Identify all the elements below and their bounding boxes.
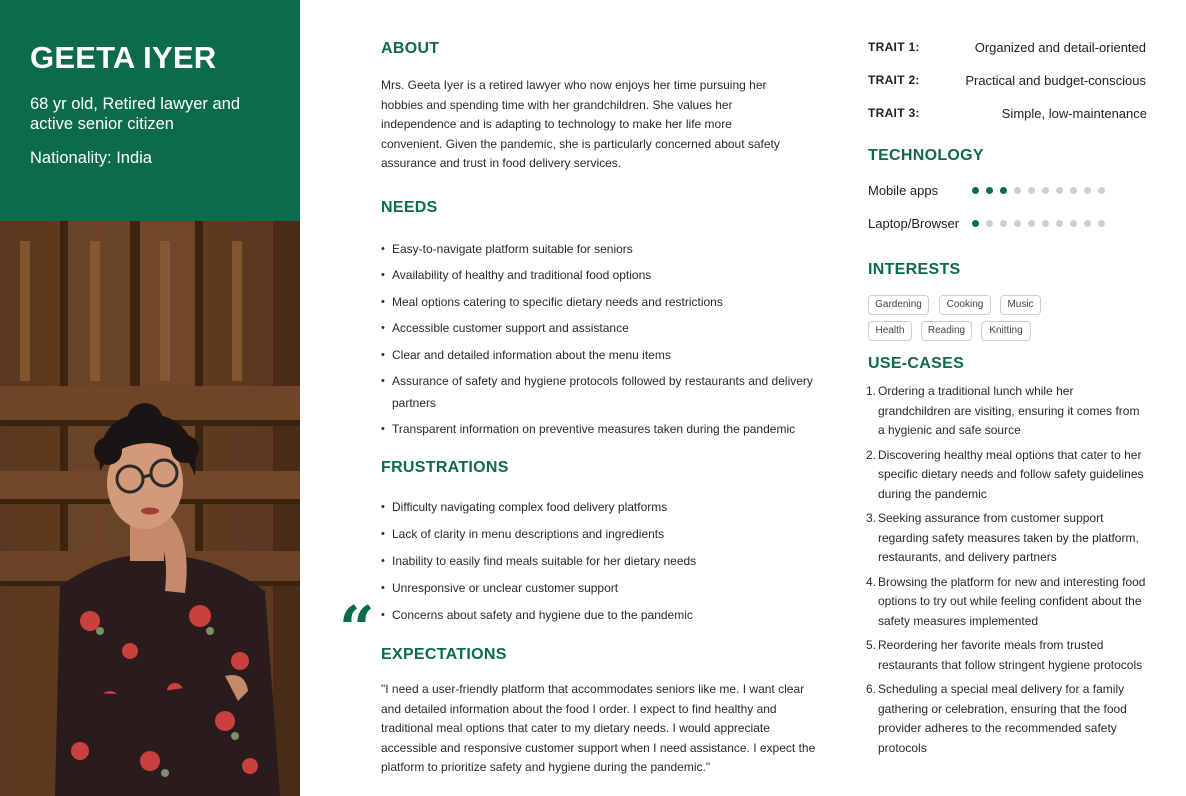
rating-dot-empty — [1042, 187, 1049, 194]
use-case-number: 2. — [866, 447, 877, 462]
rating-dot-empty — [1014, 220, 1021, 227]
use-case-text: Seeking assurance from customer support regarding safety measures taken by the platform, restaurants, and delivery partners — [878, 511, 1139, 564]
rating-dot-empty — [1028, 187, 1035, 194]
frustration-item: • Unresponsive or unclear customer support — [381, 579, 841, 598]
interest-tag: Reading — [921, 321, 972, 341]
use-case-number: 1. — [866, 384, 877, 398]
interest-tag: Cooking — [939, 295, 991, 315]
technology-title: TECHNOLOGY — [868, 147, 984, 164]
use-case-item — [868, 509, 1148, 568]
needs-title: NEEDS — [381, 199, 438, 216]
use-case-item — [868, 446, 1148, 505]
frustrations-list — [381, 498, 841, 633]
use-case-text: Ordering a traditional lunch while her grandchildren are visiting, ensuring it comes from a hygienic and safe source — [878, 384, 1140, 437]
interest-tag: Music — [1000, 295, 1041, 315]
rating-dot-filled — [972, 220, 979, 227]
expectations-title: EXPECTATIONS — [381, 646, 507, 663]
interest-tag: Knitting — [981, 321, 1031, 341]
interest-tag: Gardening — [868, 295, 929, 315]
rating-dot-empty — [1098, 220, 1105, 227]
tech-label: Laptop/Browser — [868, 216, 960, 231]
needs-item: • Clear and detailed information about the menu items — [381, 344, 841, 366]
rating-dot-empty — [1056, 187, 1063, 194]
rating-dot-filled — [986, 187, 993, 194]
frustration-item: • Lack of clarity in menu descriptions and ingredients — [381, 525, 841, 544]
persona-nationality: Nationality: India — [30, 149, 152, 167]
needs-list — [381, 238, 841, 445]
trait-row — [868, 106, 1146, 124]
use-case-text: Browsing the platform for new and interesting food options to try out while feeling confident about the safety measures implemented — [878, 574, 1146, 628]
frustration-item: • Inability to easily find meals suitable for her dietary needs — [381, 552, 841, 571]
tech-row-mobile — [868, 183, 1158, 201]
use-case-number: 5. — [866, 638, 877, 652]
trait-value: Organized and detail-oriented — [974, 40, 1146, 55]
persona-subtitle: 68 yr old, Retired lawyer and active senior citizen — [30, 95, 241, 133]
persona-sidebar — [0, 0, 300, 796]
quote-mark-icon: “ — [339, 592, 375, 665]
needs-item: • Easy-to-navigate platform suitable for seniors — [381, 238, 841, 260]
needs-item: • Availability of healthy and traditional food options — [381, 264, 841, 286]
rating-dot-filled — [972, 187, 979, 194]
trait-label: TRAIT 3: — [868, 106, 920, 120]
use-case-text: Reordering her favorite meals from trusted restaurants that follow stringent hygiene protocols — [878, 638, 1143, 672]
trait-value: Simple, low-maintenance — [1001, 106, 1147, 121]
rating-dot-empty — [1098, 187, 1105, 194]
persona-name: GEETA IYER — [30, 40, 217, 75]
rating-dot-empty — [986, 220, 993, 227]
use-cases-list — [868, 382, 1148, 763]
frustration-item: • Concerns about safety and hygiene due to the pandemic — [381, 606, 841, 625]
rating-dot-empty — [1070, 220, 1077, 227]
tech-row-laptop — [868, 216, 1158, 234]
rating-dot-empty — [1000, 220, 1007, 227]
rating-dot-empty — [1028, 220, 1035, 227]
about-title: ABOUT — [381, 40, 440, 57]
rating-dot-empty — [1070, 187, 1077, 194]
frustration-item: • Difficulty navigating complex food delivery platforms — [381, 498, 841, 517]
rating-dot-empty — [1084, 220, 1091, 227]
rating-dot-empty — [1014, 187, 1021, 194]
use-case-number: 3. — [866, 511, 877, 525]
tech-label: Mobile apps — [868, 183, 939, 198]
persona-header — [0, 0, 300, 221]
rating-dot-empty — [1084, 187, 1091, 194]
use-case-text: Discovering healthy meal options that cater to her specific dietary needs and follow safety guidelines during the pandemic — [878, 447, 1144, 501]
trait-value: Practical and budget-conscious — [965, 73, 1146, 88]
persona-portrait-illustration — [0, 221, 300, 796]
trait-row — [868, 40, 1146, 58]
interest-tag: Health — [868, 321, 912, 341]
use-case-item — [868, 680, 1148, 758]
trait-label: TRAIT 2: — [868, 73, 920, 87]
use-case-number: 6. — [866, 682, 877, 696]
rating-dot-empty — [1056, 220, 1063, 227]
trait-label: TRAIT 1: — [868, 40, 920, 54]
about-text: Mrs. Geeta Iyer is a retired lawyer who now enjoys her time pursuing her hobbies and spending time with her grandchildren. She values her independence and is adapting to technology to make her life more convenient. Given the pandemic, she is particularly concerned about safety assurance and trust in food delivery services. — [381, 78, 780, 171]
use-case-text: Scheduling a special meal delivery for a family gathering or celebration, ensuring that the food provider adheres to the recommended safety protocols — [878, 682, 1127, 755]
use-case-item — [868, 636, 1148, 675]
rating-dot-empty — [1042, 220, 1049, 227]
needs-item: • Accessible customer support and assistance — [381, 317, 841, 339]
expectations-quote: "I need a user-friendly platform that accommodates seniors like me. I want clear and detailed information about the food I order. I expect to find healthy and traditional meal options that cater to my dietary needs. I would appreciate accessible and responsive customer support when I need assistance. I expect the platform to prioritize safety and hygiene during the pandemic." — [381, 682, 816, 775]
use-case-item — [868, 382, 1148, 441]
needs-item: • Transparent information on preventive measures taken during the pandemic — [381, 418, 841, 440]
needs-item: • Assurance of safety and hygiene protocols followed by restaurants and delivery partners — [381, 370, 841, 414]
frustrations-title: FRUSTRATIONS — [381, 459, 509, 476]
use-case-item — [868, 573, 1148, 632]
interests-title: INTERESTS — [868, 261, 961, 278]
needs-item: • Meal options catering to specific dietary needs and restrictions — [381, 291, 841, 313]
persona-photo — [0, 221, 300, 796]
trait-row — [868, 73, 1146, 91]
use-cases-title: USE-CASES — [868, 355, 965, 372]
use-case-number: 4. — [866, 574, 877, 589]
rating-dot-filled — [1000, 187, 1007, 194]
